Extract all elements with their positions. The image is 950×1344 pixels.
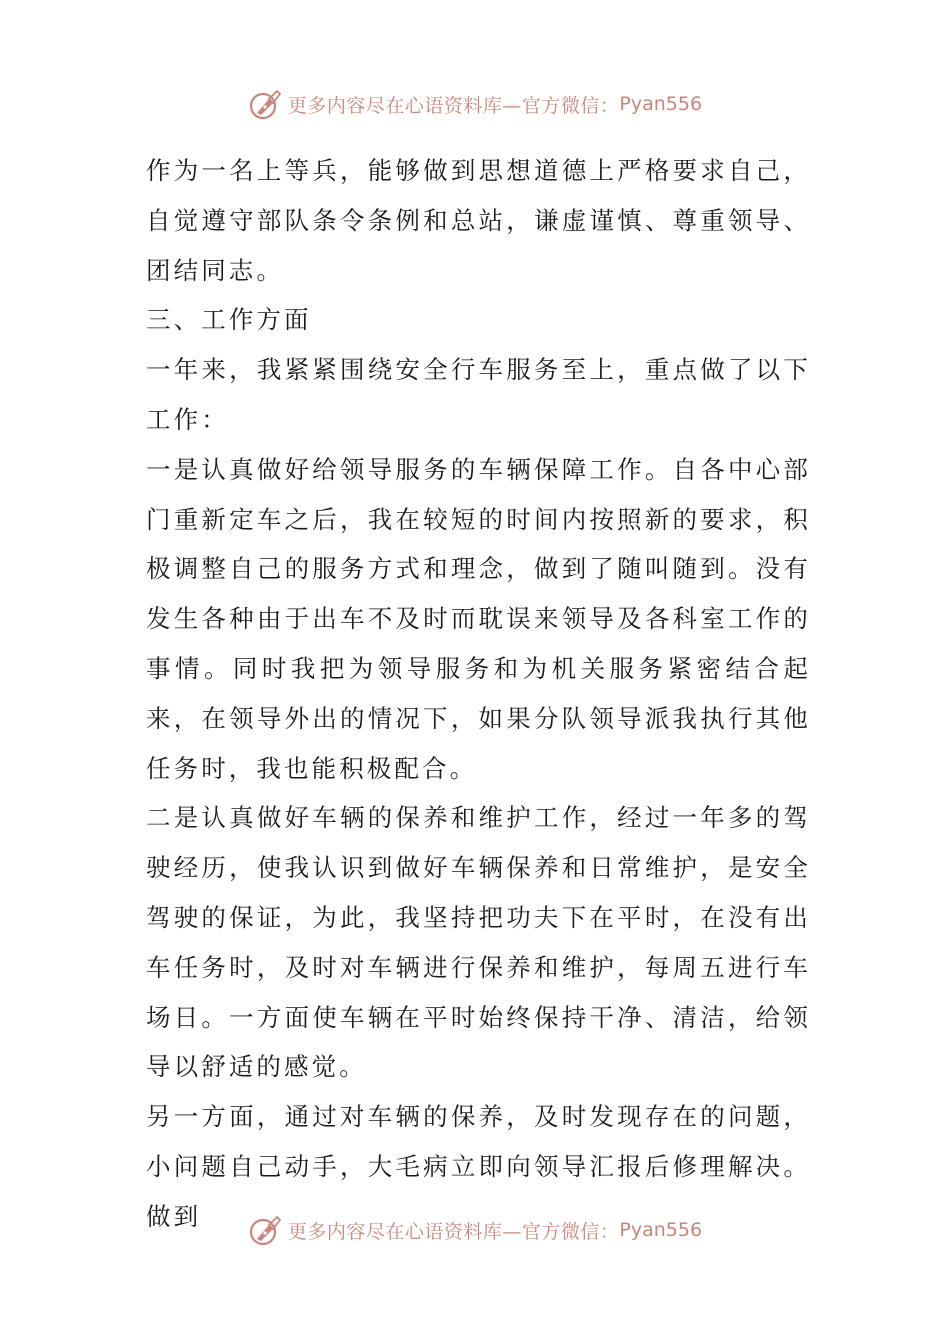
footer-watermark: [0, 1208, 950, 1252]
watermark-handle: Pyan556: [619, 93, 703, 115]
header-watermark: [0, 82, 950, 126]
paragraph-3: 一是认真做好给领导服务的车辆保障工作。自各中心部门重新定车之后，我在较短的时间内按照新的要求，积极调整自己的服务方式和理念，做到了随叫随到。没有发生各种由于出车不及时而耽误来领导及各科室工作的事情。同时我把为领导服务和为机关服务紧密结合起来，在领导外出的情况下，如果分队领导派我执行其他任务时，我也能积极配合。: [146, 454, 811, 783]
paragraph-4: 二是认真做好车辆的保养和维护工作，经过一年多的驾驶经历，使我认识到做好车辆保养和日常维护，是安全驾驶的保证，为此，我坚持把功夫下在平时，在没有出车任务时，及时对车辆进行保养和维护，每周五进行车场日。一方面使车辆在平时始终保持干净、清洁，给领导以舒适的感觉。: [146, 803, 811, 1082]
paragraph-2: 一年来，我紧紧围绕安全行车服务至上，重点做了以下工作：: [146, 355, 811, 434]
paragraph-1: 作为一名上等兵，能够做到思想道德上严格要求自己，自觉遵守部队条令条例和总站，谦虚谨慎、尊重领导、团结同志。: [146, 156, 811, 285]
section-heading: 三、工作方面: [146, 305, 312, 335]
pen-nib-logo-icon: [248, 86, 284, 122]
document-body: [146, 146, 811, 1242]
watermark-text: 更多内容尽在心语资料库—官方微信：: [287, 1220, 620, 1243]
watermark-text: 更多内容尽在心语资料库—官方微信：: [287, 94, 620, 117]
pen-nib-logo-icon: [248, 1212, 284, 1248]
paragraph-5: 另一方面，通过对车辆的保养，及时发现存在的问题，小问题自己动手，大毛病立即向领导汇报后修理解决。做到: [146, 1102, 811, 1231]
watermark-handle: Pyan556: [619, 1219, 703, 1241]
